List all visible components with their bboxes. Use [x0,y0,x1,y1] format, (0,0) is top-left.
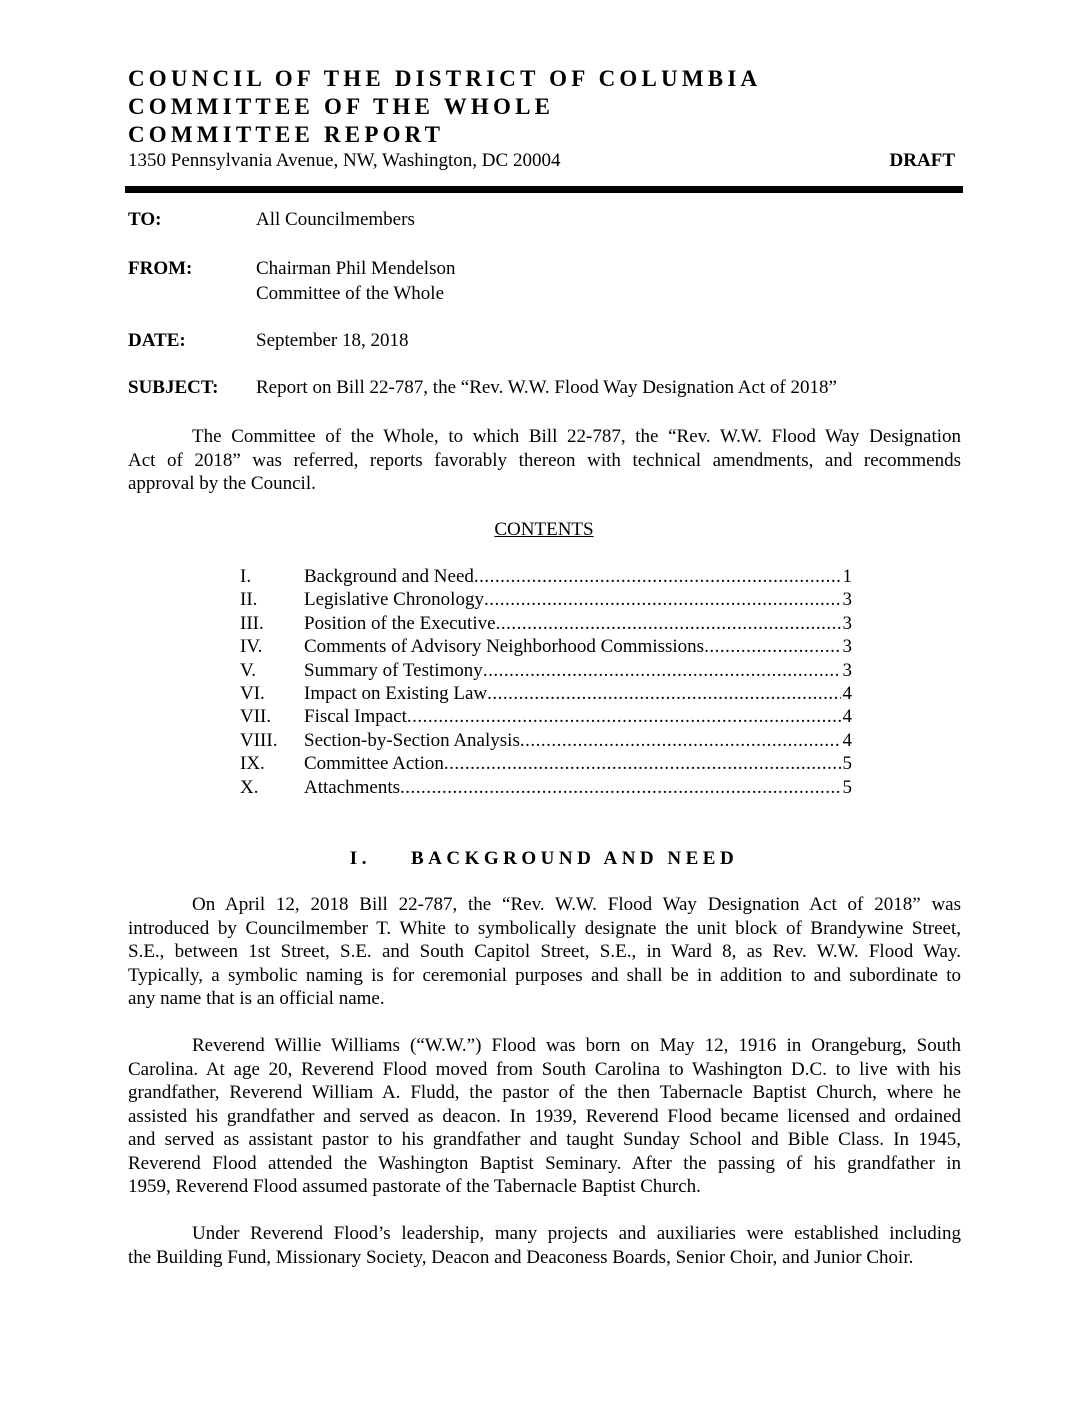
paragraph-line: assisted his grandfather and served as deacon. In 1939, Reverend Flood became licensed and ordained [128,1105,961,1127]
toc-leader [474,566,841,588]
toc-row [240,706,852,729]
header-rule [125,186,963,193]
paragraph-line: introduced by Councilmember T. White to symbolically designate the unit block of Brandywine Street, [128,917,961,939]
paragraph-line: Carolina. At age 20, Reverend Flood moved from South Carolina to Washington D.C. to live with his [128,1058,961,1080]
toc-number: I. [240,566,252,587]
from-value-committee: Committee of the Whole [256,283,445,304]
paragraph-line: any name that is an official name. [128,988,385,1009]
intro-line: Act of 2018” was referred, reports favorably thereon with technical amendments, and recommends [128,449,961,471]
toc-leader [444,753,841,775]
report-heading: COMMITTEE REPORT [128,122,445,147]
paragraph-line: On April 12, 2018 Bill 22-787, the “Rev. W.W. Flood Way Designation Act of 2018” was [192,894,961,915]
council-heading: COUNCIL OF THE DISTRICT OF COLUMBIA [128,66,762,91]
section-heading [0,848,1088,870]
section-title: BACKGROUND AND NEED [410,848,739,869]
paragraph-line: Under Reverend Flood’s leadership, many projects and auxiliaries were established including [192,1223,961,1244]
paragraph-line: and served as assistant pastor to his grandfather and taught Sunday School and Bible Class. In 1945, [128,1129,961,1150]
background-paragraph-1 [128,893,961,1011]
subject-label: SUBJECT: [128,377,219,398]
toc-number: X. [240,776,259,798]
toc-leader [483,660,841,682]
toc-leader [400,777,840,799]
toc-page: 1 [842,566,852,587]
toc-number: VII. [240,706,272,728]
background-paragraph-3 [128,1222,961,1269]
toc-leader [704,636,840,658]
background-paragraph-2 [128,1034,961,1199]
intro-line: approval by the Council. [128,473,316,494]
from-label: FROM: [128,258,193,279]
paragraph-line: 1959, Reverend Flood assumed pastorate of the Tabernacle Baptist Church. [128,1176,701,1197]
draft-label: DRAFT [889,150,955,171]
toc-row [240,777,852,800]
toc-row [240,566,852,589]
toc-row [240,683,852,706]
toc-title: Section-by-Section Analysis [304,729,520,751]
date-value: September 18, 2018 [256,330,409,351]
toc-title: Impact on Existing Law [304,682,488,704]
toc-leader [407,706,841,728]
toc-title: Committee Action [304,753,444,775]
subject-value: Report on Bill 22-787, the “Rev. W.W. Flood Way Designation Act of 2018” [256,377,837,398]
toc-title: Fiscal Impact [304,706,407,728]
toc-row [240,589,852,612]
toc-number: IV. [240,636,263,658]
paragraph-line: Typically, a symbolic naming is for ceremonial purposes and shall be in addition to and subordinate to [128,964,961,986]
toc-page: 4 [842,682,852,704]
toc-title: Comments of Advisory Neighborhood Commissions [304,636,705,658]
toc-page: 3 [842,636,852,658]
toc-number: VIII. [240,729,278,751]
toc-row [240,636,852,659]
table-of-contents [240,566,852,800]
paragraph-line: grandfather, Reverend William A. Fludd, the pastor of the then Tabernacle Baptist Church, where he [128,1082,961,1103]
paragraph-line: Reverend Willie Williams (“W.W.”) Flood was born on May 12, 1916 in Orangeburg, South [192,1035,961,1056]
toc-page: 5 [842,753,852,775]
toc-number: IX. [240,753,265,775]
toc-row [240,753,852,776]
toc-page: 4 [842,729,852,751]
toc-row [240,660,852,683]
toc-leader [520,730,841,752]
date-label: DATE: [128,330,186,351]
toc-page: 3 [842,589,852,611]
intro-line: The Committee of the Whole, to which Bill 22-787, the “Rev. W.W. Flood Way Designation [192,426,961,447]
toc-leader [496,613,841,635]
toc-number: II. [240,589,258,611]
section-number: I. [349,848,371,869]
toc-number: VI. [240,682,265,704]
paragraph-line: S.E., between 1st Street, S.E. and South Capitol Street, S.E., in Ward 8, as Rev. W.W. Flood Way. [128,941,961,962]
contents-title: CONTENTS [494,519,594,540]
toc-title: Attachments [304,776,401,798]
committee-heading: COMMITTEE OF THE WHOLE [128,94,555,119]
toc-title: Summary of Testimony [304,659,483,681]
toc-leader [484,589,841,611]
toc-leader [487,683,840,705]
paragraph-line: the Building Fund, Missionary Society, Deacon and Deaconess Boards, Senior Choir, and Junior Choir. [128,1246,914,1268]
to-value: All Councilmembers [256,209,415,230]
toc-number: V. [240,659,257,681]
toc-title: Position of the Executive [304,612,496,634]
to-label: TO: [128,209,162,230]
toc-page: 4 [842,706,852,728]
from-value-name: Chairman Phil Mendelson [256,258,456,279]
toc-title: Background and Need [304,566,474,587]
toc-page: 3 [842,659,852,681]
toc-title: Legislative Chronology [304,589,484,611]
toc-page: 3 [842,612,852,634]
toc-page: 5 [842,776,852,798]
toc-row [240,730,852,753]
address: 1350 Pennsylvania Avenue, NW, Washington, DC 20004 [128,150,561,171]
toc-row [240,613,852,636]
toc-number: III. [240,612,264,634]
intro-paragraph [128,425,961,496]
paragraph-line: Reverend Flood attended the Washington Baptist Seminary. After the passing of his grandfather in [128,1152,961,1174]
